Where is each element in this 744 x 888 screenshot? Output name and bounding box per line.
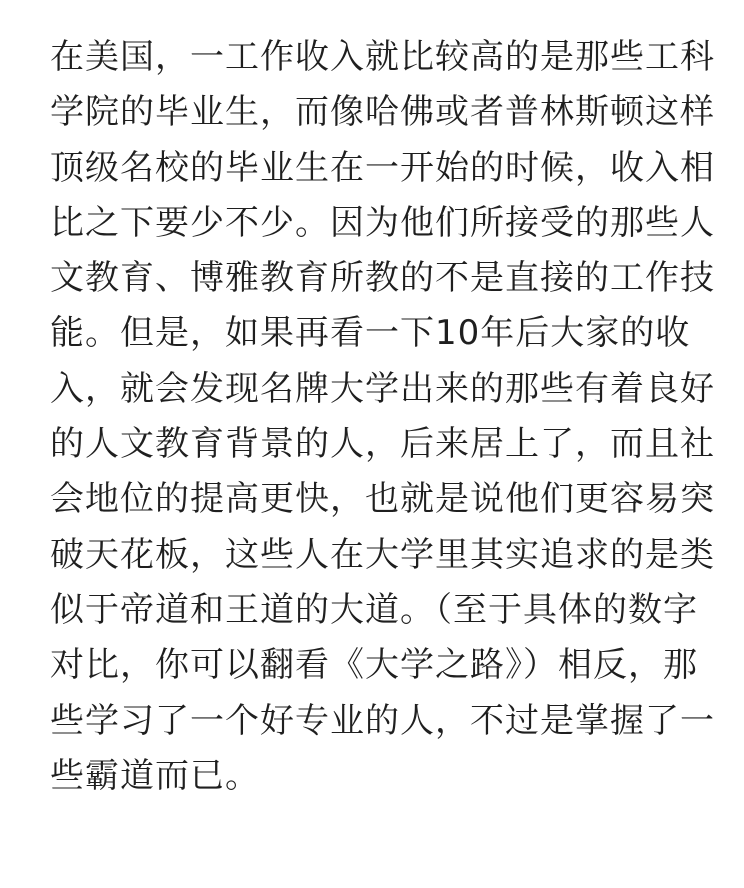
article-body [50,30,715,804]
text-line: 在美国，一工作收入就比较高的是那些工科 [50,37,715,77]
text-line: 能。但是，如果再看一下10年后大家的收 [50,313,691,354]
text-line: 比之下要少不少。因为他们所接受的那些人 [50,202,715,243]
text-line: 对比，你可以翻看《大学之路》）相反，那 [50,645,698,686]
text-line: 文教育、博雅教育所教的不是直接的工作技 [50,258,715,299]
text-line: 似于帝道和王道的大道。（至于具体的数字 [50,589,698,630]
text-line: 入，就会发现名牌大学出来的那些有着良好 [50,368,715,409]
text-line: 会地位的提高更快，也就是说他们更容易突 [50,479,715,520]
text-line: 的人文教育背景的人，后来居上了，而且社 [50,424,715,465]
text-line: 顶级名校的毕业生在一开始的时候，收入相 [50,147,715,188]
text-line: 些学习了一个好专业的人，不过是掌握了一 [50,700,715,741]
text-line: 学院的毕业生，而像哈佛或者普林斯顿这样 [50,92,715,133]
text-line: 些霸道而已。 [50,755,260,796]
text-line: 破天花板，这些人在大学里其实追求的是类 [50,534,715,575]
